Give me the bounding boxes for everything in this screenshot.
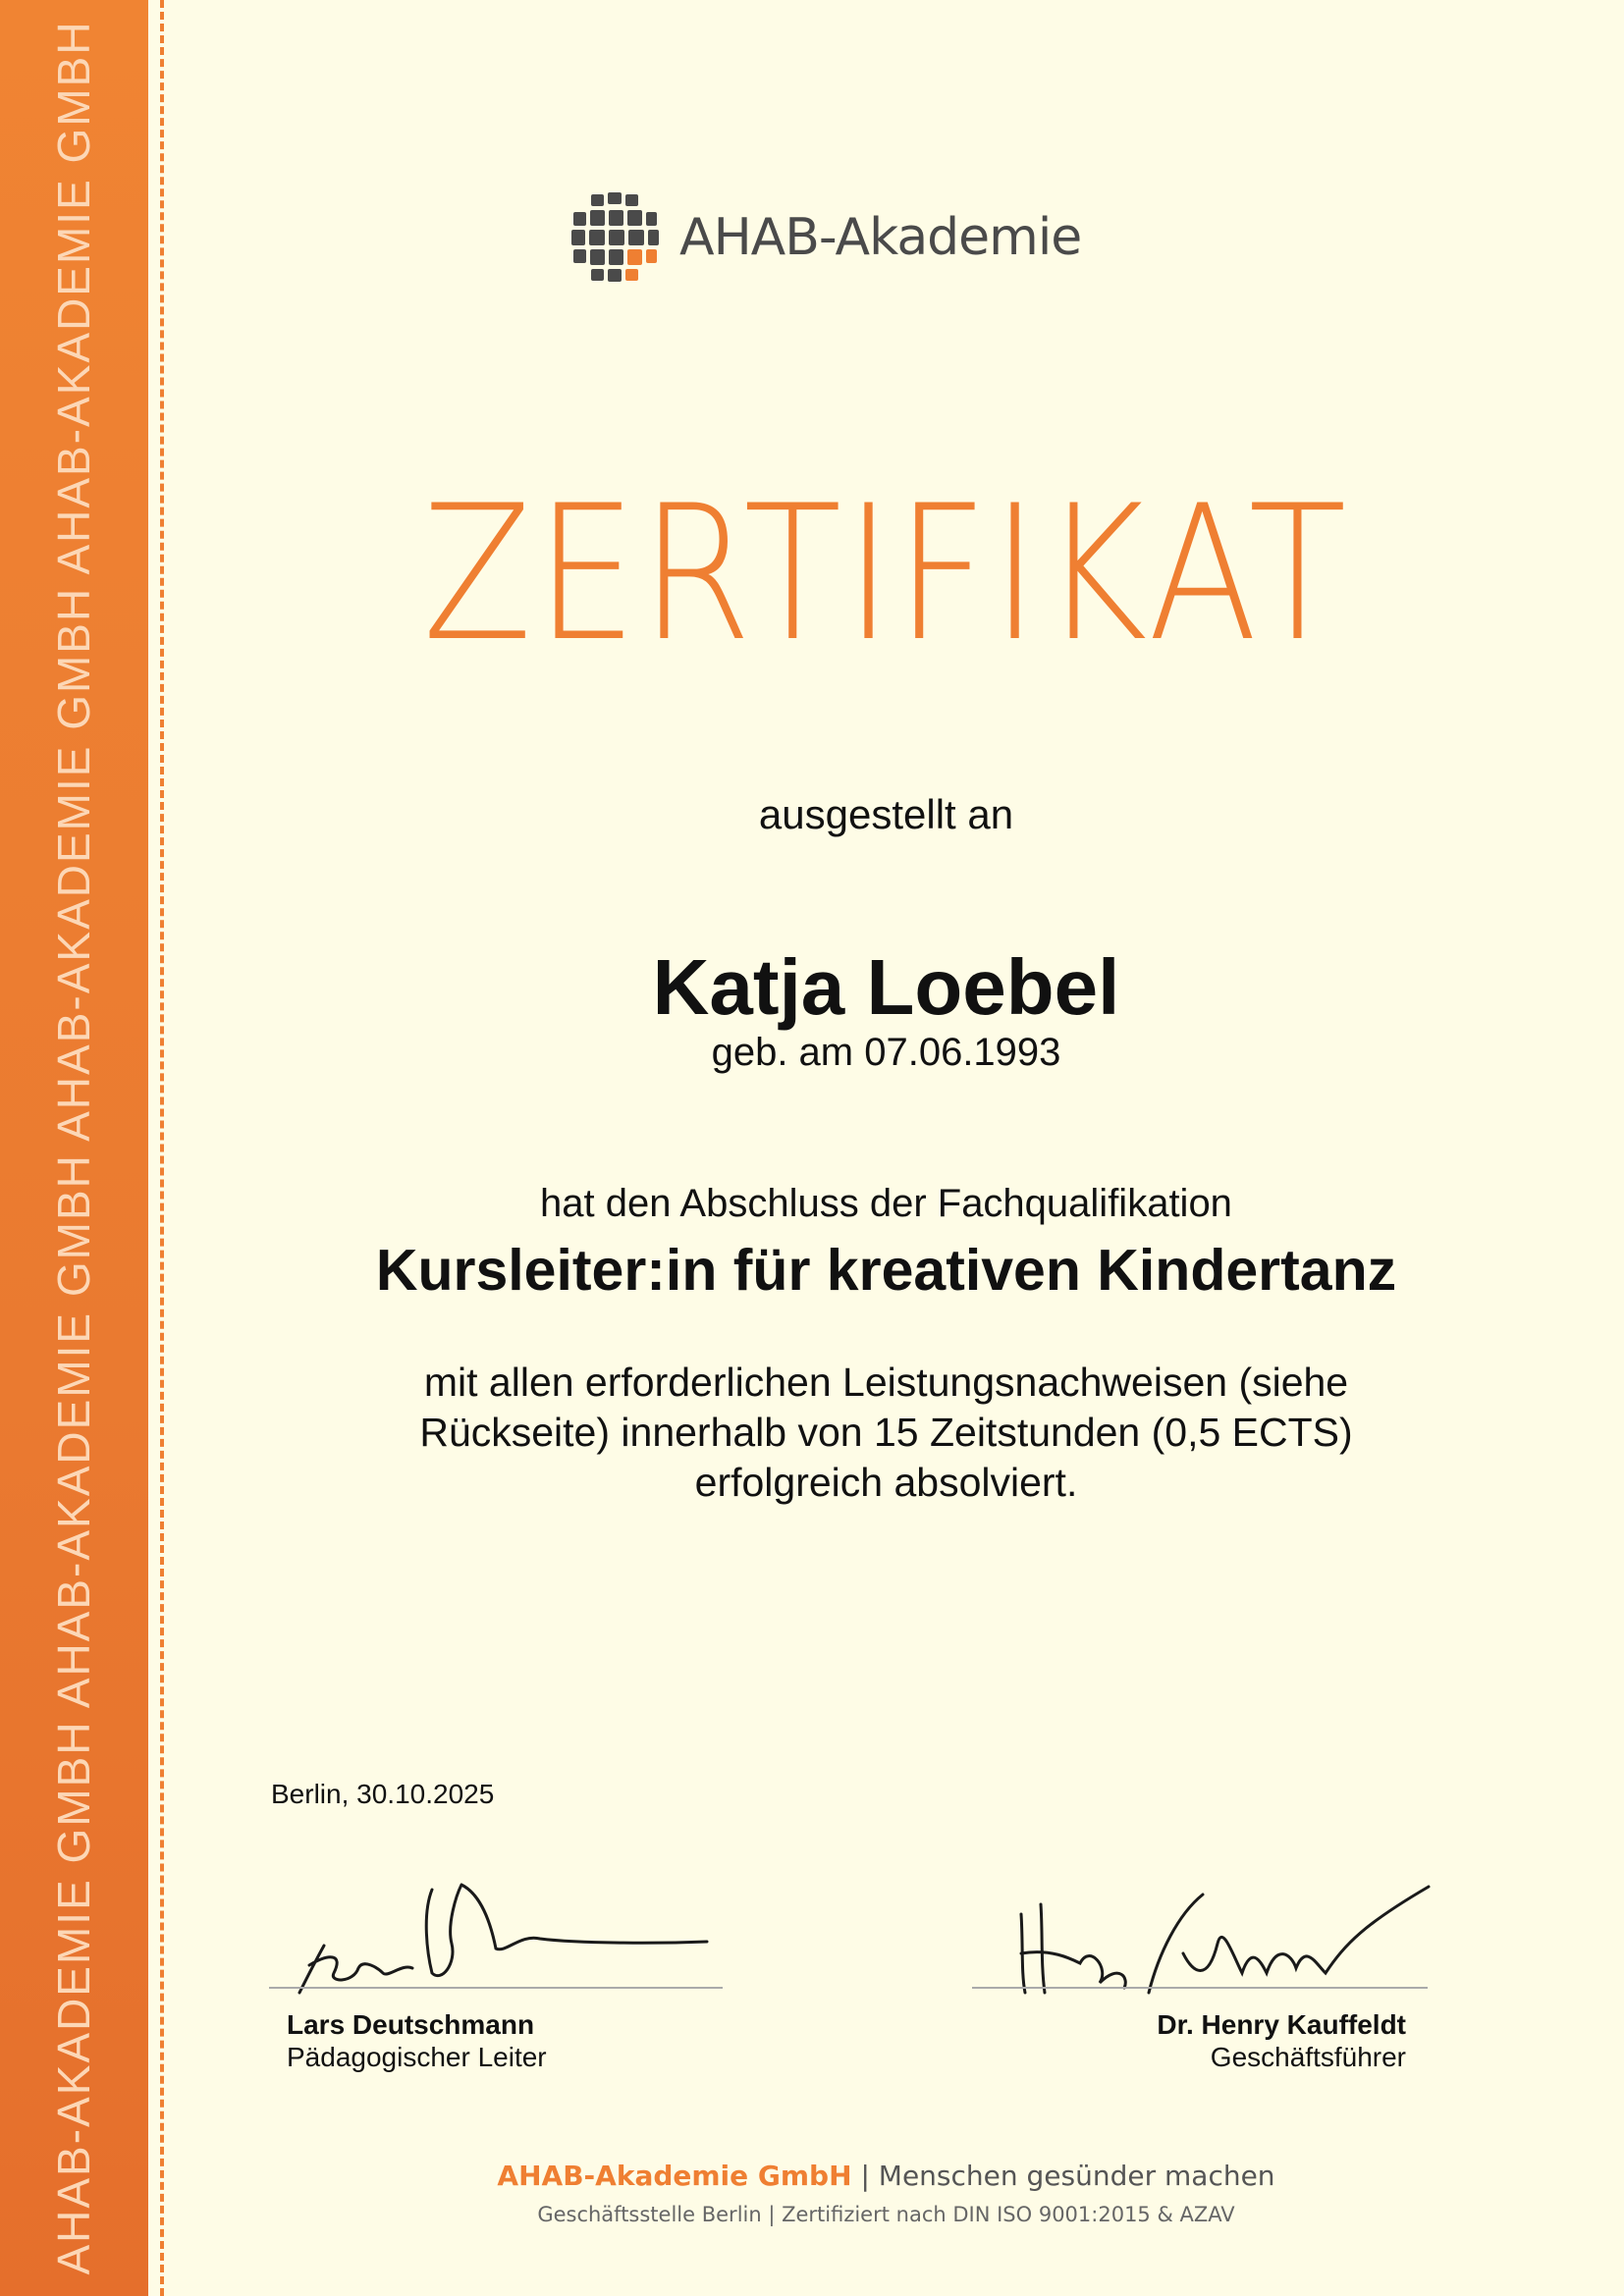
signatory-name: Dr. Henry Kauffeldt [1157,2009,1406,2040]
completion-description [148,1358,1624,1508]
qualification-intro: hat den Abschluss der Fachqualifikation [540,1182,1232,1225]
signature-line-left [269,1987,723,1989]
description-line: erfolgreich absolviert. [694,1460,1078,1505]
signatory-name: Lars Deutschmann [287,2009,535,2040]
description-line: Rückseite) innerhalb von 15 Zeitstunden (0,5 ECTS) [419,1410,1353,1455]
certificate-title: ZERTIFIKAT [422,465,1350,682]
dashed-divider [160,0,164,2296]
recipient-name: Katja Loebel [652,943,1120,1031]
signatory-role: Geschäftsführer [1210,2042,1406,2072]
footer-company: AHAB-Akademie GmbH [497,2160,852,2192]
sidebar-watermark: AHAB-AKADEMIE GMBH AHAB-AKADEMIE GMBH AHAB-AKADEMIE GMBH AHAB-AKADEMIE GMBH [48,20,99,2275]
signature-left [285,1875,717,2002]
signatory-role: Pädagogischer Leiter [287,2042,547,2072]
sidebar-band [0,0,148,2296]
footer-separator: | [860,2160,870,2192]
signature-right [1011,1885,1434,2012]
signatory-left [287,2008,547,2073]
footer-company-line [148,2160,1624,2192]
signatory-right [1157,2008,1406,2073]
birth-date-line: geb. am 07.06.1993 [711,1031,1061,1074]
issued-to-label: ausgestellt an [758,791,1014,837]
place-and-date: Berlin, 30.10.2025 [271,1779,495,1809]
ahab-grid-logo-icon [568,190,662,285]
signature-line-right [972,1987,1428,1989]
description-line: mit allen erforderlichen Leistungsnachweisen (siehe [423,1360,1349,1405]
logo [568,190,1081,285]
logo-text: AHAB-Akademie [679,208,1082,267]
footer-certification-line: Geschäftsstelle Berlin | Zertifiziert nach DIN ISO 9001:2015 & AZAV [537,2203,1235,2226]
footer-slogan: Menschen gesünder machen [878,2160,1275,2192]
qualification-title: Kursleiter:in für kreativen Kindertanz [375,1238,1397,1303]
